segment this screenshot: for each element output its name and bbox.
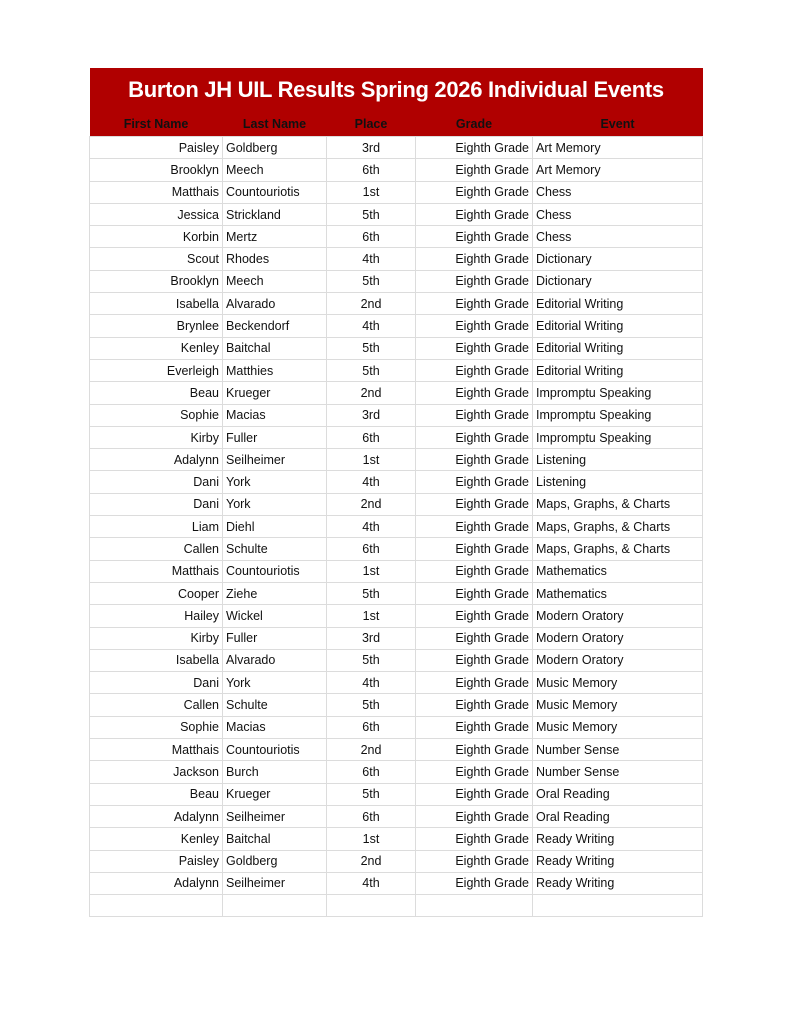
event-cell[interactable]: Number Sense bbox=[533, 739, 703, 761]
first-name-cell[interactable]: Kirby bbox=[90, 426, 223, 448]
grade-cell[interactable]: Eighth Grade bbox=[416, 739, 533, 761]
table-row bbox=[90, 293, 703, 315]
place-cell[interactable]: 5th bbox=[327, 337, 416, 359]
table-row bbox=[90, 382, 703, 404]
event-cell[interactable]: Chess bbox=[533, 203, 703, 225]
last-name-cell[interactable]: York bbox=[223, 672, 327, 694]
table-row bbox=[90, 828, 703, 850]
place-cell[interactable]: 4th bbox=[327, 516, 416, 538]
grade-cell[interactable]: Eighth Grade bbox=[416, 828, 533, 850]
place-cell[interactable]: 6th bbox=[327, 159, 416, 181]
table-row bbox=[90, 337, 703, 359]
header-last-name: Last Name bbox=[223, 111, 327, 137]
grade-cell[interactable]: Eighth Grade bbox=[416, 426, 533, 448]
last-name-cell[interactable]: Krueger bbox=[223, 783, 327, 805]
empty-cell[interactable] bbox=[223, 895, 327, 917]
first-name-cell[interactable]: Brynlee bbox=[90, 315, 223, 337]
event-cell[interactable]: Modern Oratory bbox=[533, 627, 703, 649]
table-row bbox=[90, 649, 703, 671]
place-cell[interactable]: 1st bbox=[327, 449, 416, 471]
event-cell[interactable]: Editorial Writing bbox=[533, 293, 703, 315]
event-cell[interactable]: Editorial Writing bbox=[533, 337, 703, 359]
last-name-cell[interactable]: Countouriotis bbox=[223, 560, 327, 582]
last-name-cell[interactable]: Macias bbox=[223, 404, 327, 426]
last-name-cell[interactable]: York bbox=[223, 493, 327, 515]
grade-cell[interactable]: Eighth Grade bbox=[416, 471, 533, 493]
table-row bbox=[90, 783, 703, 805]
last-name-cell[interactable]: Meech bbox=[223, 159, 327, 181]
last-name-cell[interactable]: Meech bbox=[223, 270, 327, 292]
grade-cell[interactable]: Eighth Grade bbox=[416, 203, 533, 225]
sheet-title: Burton JH UIL Results Spring 2026 Individual Events bbox=[90, 68, 703, 111]
place-cell[interactable]: 5th bbox=[327, 203, 416, 225]
first-name-cell[interactable]: Dani bbox=[90, 493, 223, 515]
last-name-cell[interactable]: Countouriotis bbox=[223, 739, 327, 761]
grade-cell[interactable]: Eighth Grade bbox=[416, 270, 533, 292]
place-cell[interactable]: 6th bbox=[327, 426, 416, 448]
table-row bbox=[90, 270, 703, 292]
place-cell[interactable]: 2nd bbox=[327, 739, 416, 761]
header-place: Place bbox=[327, 111, 416, 137]
event-cell[interactable]: Impromptu Speaking bbox=[533, 404, 703, 426]
first-name-cell[interactable]: Isabella bbox=[90, 293, 223, 315]
grade-cell[interactable]: Eighth Grade bbox=[416, 449, 533, 471]
table-row bbox=[90, 739, 703, 761]
grade-cell[interactable]: Eighth Grade bbox=[416, 850, 533, 872]
first-name-cell[interactable]: Matthais bbox=[90, 181, 223, 203]
event-cell[interactable]: Mathematics bbox=[533, 560, 703, 582]
first-name-cell[interactable]: Everleigh bbox=[90, 359, 223, 381]
last-name-cell[interactable]: York bbox=[223, 471, 327, 493]
table-row bbox=[90, 805, 703, 827]
grade-cell[interactable]: Eighth Grade bbox=[416, 649, 533, 671]
grade-cell[interactable]: Eighth Grade bbox=[416, 404, 533, 426]
last-name-cell[interactable]: Seilheimer bbox=[223, 449, 327, 471]
event-cell[interactable]: Dictionary bbox=[533, 270, 703, 292]
results-table bbox=[89, 68, 703, 917]
first-name-cell[interactable]: Adalynn bbox=[90, 449, 223, 471]
place-cell[interactable]: 6th bbox=[327, 538, 416, 560]
last-name-cell[interactable]: Fuller bbox=[223, 426, 327, 448]
first-name-cell[interactable]: Paisley bbox=[90, 137, 223, 159]
last-name-cell[interactable]: Fuller bbox=[223, 627, 327, 649]
first-name-cell[interactable]: Sophie bbox=[90, 716, 223, 738]
last-name-cell[interactable]: Baitchal bbox=[223, 828, 327, 850]
first-name-cell[interactable]: Hailey bbox=[90, 605, 223, 627]
first-name-cell[interactable]: Dani bbox=[90, 471, 223, 493]
empty-cell[interactable] bbox=[90, 895, 223, 917]
first-name-cell[interactable]: Kenley bbox=[90, 337, 223, 359]
grade-cell[interactable]: Eighth Grade bbox=[416, 716, 533, 738]
event-cell[interactable]: Impromptu Speaking bbox=[533, 426, 703, 448]
table-row bbox=[90, 872, 703, 894]
first-name-cell[interactable]: Korbin bbox=[90, 226, 223, 248]
table-row bbox=[90, 203, 703, 225]
first-name-cell[interactable]: Liam bbox=[90, 516, 223, 538]
place-cell[interactable]: 5th bbox=[327, 694, 416, 716]
event-cell[interactable]: Art Memory bbox=[533, 159, 703, 181]
grade-cell[interactable]: Eighth Grade bbox=[416, 226, 533, 248]
grade-cell[interactable]: Eighth Grade bbox=[416, 672, 533, 694]
empty-cell[interactable] bbox=[327, 895, 416, 917]
last-name-cell[interactable]: Ziehe bbox=[223, 582, 327, 604]
first-name-cell[interactable]: Matthais bbox=[90, 739, 223, 761]
grade-cell[interactable]: Eighth Grade bbox=[416, 248, 533, 270]
place-cell[interactable]: 2nd bbox=[327, 293, 416, 315]
table-row bbox=[90, 426, 703, 448]
grade-cell[interactable]: Eighth Grade bbox=[416, 181, 533, 203]
place-cell[interactable]: 1st bbox=[327, 605, 416, 627]
event-cell[interactable]: Chess bbox=[533, 181, 703, 203]
place-cell[interactable]: 4th bbox=[327, 248, 416, 270]
event-cell[interactable]: Chess bbox=[533, 226, 703, 248]
event-cell[interactable]: Art Memory bbox=[533, 137, 703, 159]
event-cell[interactable]: Oral Reading bbox=[533, 805, 703, 827]
table-row bbox=[90, 181, 703, 203]
grade-cell[interactable]: Eighth Grade bbox=[416, 538, 533, 560]
event-cell[interactable]: Mathematics bbox=[533, 582, 703, 604]
grade-cell[interactable]: Eighth Grade bbox=[416, 493, 533, 515]
last-name-cell[interactable]: Schulte bbox=[223, 538, 327, 560]
header-row bbox=[90, 111, 703, 137]
event-cell[interactable]: Oral Reading bbox=[533, 783, 703, 805]
table-row bbox=[90, 516, 703, 538]
place-cell[interactable]: 5th bbox=[327, 270, 416, 292]
event-cell[interactable]: Listening bbox=[533, 471, 703, 493]
table-row bbox=[90, 359, 703, 381]
last-name-cell[interactable]: Schulte bbox=[223, 694, 327, 716]
place-cell[interactable]: 1st bbox=[327, 181, 416, 203]
place-cell[interactable]: 6th bbox=[327, 716, 416, 738]
table-row bbox=[90, 449, 703, 471]
place-cell[interactable]: 4th bbox=[327, 672, 416, 694]
table-row bbox=[90, 582, 703, 604]
event-cell[interactable]: Maps, Graphs, & Charts bbox=[533, 516, 703, 538]
grade-cell[interactable]: Eighth Grade bbox=[416, 872, 533, 894]
first-name-cell[interactable]: Jessica bbox=[90, 203, 223, 225]
last-name-cell[interactable]: Seilheimer bbox=[223, 872, 327, 894]
grade-cell[interactable]: Eighth Grade bbox=[416, 293, 533, 315]
place-cell[interactable]: 2nd bbox=[327, 850, 416, 872]
event-cell[interactable]: Modern Oratory bbox=[533, 605, 703, 627]
last-name-cell[interactable]: Strickland bbox=[223, 203, 327, 225]
event-cell[interactable]: Music Memory bbox=[533, 694, 703, 716]
grade-cell[interactable]: Eighth Grade bbox=[416, 159, 533, 181]
first-name-cell[interactable]: Beau bbox=[90, 382, 223, 404]
last-name-cell[interactable]: Baitchal bbox=[223, 337, 327, 359]
place-cell[interactable]: 1st bbox=[327, 828, 416, 850]
event-cell[interactable]: Ready Writing bbox=[533, 872, 703, 894]
first-name-cell[interactable]: Matthais bbox=[90, 560, 223, 582]
place-cell[interactable]: 3rd bbox=[327, 404, 416, 426]
table-row bbox=[90, 493, 703, 515]
table-row bbox=[90, 471, 703, 493]
place-cell[interactable]: 4th bbox=[327, 872, 416, 894]
empty-row bbox=[90, 895, 703, 917]
grade-cell[interactable]: Eighth Grade bbox=[416, 694, 533, 716]
table-row bbox=[90, 694, 703, 716]
first-name-cell[interactable]: Adalynn bbox=[90, 805, 223, 827]
event-cell[interactable]: Number Sense bbox=[533, 761, 703, 783]
last-name-cell[interactable]: Alvarado bbox=[223, 649, 327, 671]
grade-cell[interactable]: Eighth Grade bbox=[416, 627, 533, 649]
first-name-cell[interactable]: Kenley bbox=[90, 828, 223, 850]
place-cell[interactable]: 5th bbox=[327, 582, 416, 604]
first-name-cell[interactable]: Beau bbox=[90, 783, 223, 805]
table-row bbox=[90, 672, 703, 694]
grade-cell[interactable]: Eighth Grade bbox=[416, 315, 533, 337]
grade-cell[interactable]: Eighth Grade bbox=[416, 359, 533, 381]
event-cell[interactable]: Maps, Graphs, & Charts bbox=[533, 493, 703, 515]
table-row bbox=[90, 850, 703, 872]
place-cell[interactable]: 6th bbox=[327, 805, 416, 827]
grade-cell[interactable]: Eighth Grade bbox=[416, 805, 533, 827]
grade-cell[interactable]: Eighth Grade bbox=[416, 337, 533, 359]
first-name-cell[interactable]: Paisley bbox=[90, 850, 223, 872]
table-row bbox=[90, 761, 703, 783]
grade-cell[interactable]: Eighth Grade bbox=[416, 382, 533, 404]
place-cell[interactable]: 5th bbox=[327, 359, 416, 381]
first-name-cell[interactable]: Brooklyn bbox=[90, 159, 223, 181]
last-name-cell[interactable]: Krueger bbox=[223, 382, 327, 404]
first-name-cell[interactable]: Adalynn bbox=[90, 872, 223, 894]
last-name-cell[interactable]: Alvarado bbox=[223, 293, 327, 315]
first-name-cell[interactable]: Kirby bbox=[90, 627, 223, 649]
grade-cell[interactable]: Eighth Grade bbox=[416, 605, 533, 627]
grade-cell[interactable]: Eighth Grade bbox=[416, 582, 533, 604]
place-cell[interactable]: 5th bbox=[327, 649, 416, 671]
first-name-cell[interactable]: Cooper bbox=[90, 582, 223, 604]
last-name-cell[interactable]: Goldberg bbox=[223, 137, 327, 159]
grade-cell[interactable]: Eighth Grade bbox=[416, 137, 533, 159]
place-cell[interactable]: 4th bbox=[327, 471, 416, 493]
event-cell[interactable]: Ready Writing bbox=[533, 850, 703, 872]
table-row bbox=[90, 627, 703, 649]
header-event: Event bbox=[533, 111, 703, 137]
last-name-cell[interactable]: Matthies bbox=[223, 359, 327, 381]
table-row bbox=[90, 560, 703, 582]
last-name-cell[interactable]: Macias bbox=[223, 716, 327, 738]
first-name-cell[interactable]: Sophie bbox=[90, 404, 223, 426]
table-row bbox=[90, 137, 703, 159]
table-row bbox=[90, 226, 703, 248]
last-name-cell[interactable]: Wickel bbox=[223, 605, 327, 627]
place-cell[interactable]: 1st bbox=[327, 560, 416, 582]
place-cell[interactable]: 5th bbox=[327, 783, 416, 805]
place-cell[interactable]: 6th bbox=[327, 761, 416, 783]
empty-cell[interactable] bbox=[416, 895, 533, 917]
event-cell[interactable]: Music Memory bbox=[533, 716, 703, 738]
first-name-cell[interactable]: Scout bbox=[90, 248, 223, 270]
last-name-cell[interactable]: Countouriotis bbox=[223, 181, 327, 203]
last-name-cell[interactable]: Beckendorf bbox=[223, 315, 327, 337]
first-name-cell[interactable]: Brooklyn bbox=[90, 270, 223, 292]
header-first-name: First Name bbox=[90, 111, 223, 137]
first-name-cell[interactable]: Dani bbox=[90, 672, 223, 694]
last-name-cell[interactable]: Rhodes bbox=[223, 248, 327, 270]
table-row bbox=[90, 315, 703, 337]
first-name-cell[interactable]: Jackson bbox=[90, 761, 223, 783]
last-name-cell[interactable]: Goldberg bbox=[223, 850, 327, 872]
grade-cell[interactable]: Eighth Grade bbox=[416, 783, 533, 805]
event-cell[interactable]: Modern Oratory bbox=[533, 649, 703, 671]
first-name-cell[interactable]: Isabella bbox=[90, 649, 223, 671]
empty-cell[interactable] bbox=[533, 895, 703, 917]
event-cell[interactable]: Editorial Writing bbox=[533, 359, 703, 381]
table-row bbox=[90, 248, 703, 270]
table-row bbox=[90, 716, 703, 738]
first-name-cell[interactable]: Callen bbox=[90, 538, 223, 560]
grade-cell[interactable]: Eighth Grade bbox=[416, 560, 533, 582]
grade-cell[interactable]: Eighth Grade bbox=[416, 516, 533, 538]
place-cell[interactable]: 4th bbox=[327, 315, 416, 337]
last-name-cell[interactable]: Diehl bbox=[223, 516, 327, 538]
last-name-cell[interactable]: Burch bbox=[223, 761, 327, 783]
table-row bbox=[90, 404, 703, 426]
place-cell[interactable]: 3rd bbox=[327, 137, 416, 159]
event-cell[interactable]: Music Memory bbox=[533, 672, 703, 694]
place-cell[interactable]: 2nd bbox=[327, 493, 416, 515]
last-name-cell[interactable]: Seilheimer bbox=[223, 805, 327, 827]
header-grade: Grade bbox=[416, 111, 533, 137]
table-row bbox=[90, 605, 703, 627]
grade-cell[interactable]: Eighth Grade bbox=[416, 761, 533, 783]
table-row bbox=[90, 159, 703, 181]
place-cell[interactable]: 3rd bbox=[327, 627, 416, 649]
event-cell[interactable]: Dictionary bbox=[533, 248, 703, 270]
place-cell[interactable]: 2nd bbox=[327, 382, 416, 404]
last-name-cell[interactable]: Mertz bbox=[223, 226, 327, 248]
place-cell[interactable]: 6th bbox=[327, 226, 416, 248]
event-cell[interactable]: Maps, Graphs, & Charts bbox=[533, 538, 703, 560]
event-cell[interactable]: Impromptu Speaking bbox=[533, 382, 703, 404]
event-cell[interactable]: Ready Writing bbox=[533, 828, 703, 850]
event-cell[interactable]: Listening bbox=[533, 449, 703, 471]
table-row bbox=[90, 538, 703, 560]
first-name-cell[interactable]: Callen bbox=[90, 694, 223, 716]
event-cell[interactable]: Editorial Writing bbox=[533, 315, 703, 337]
